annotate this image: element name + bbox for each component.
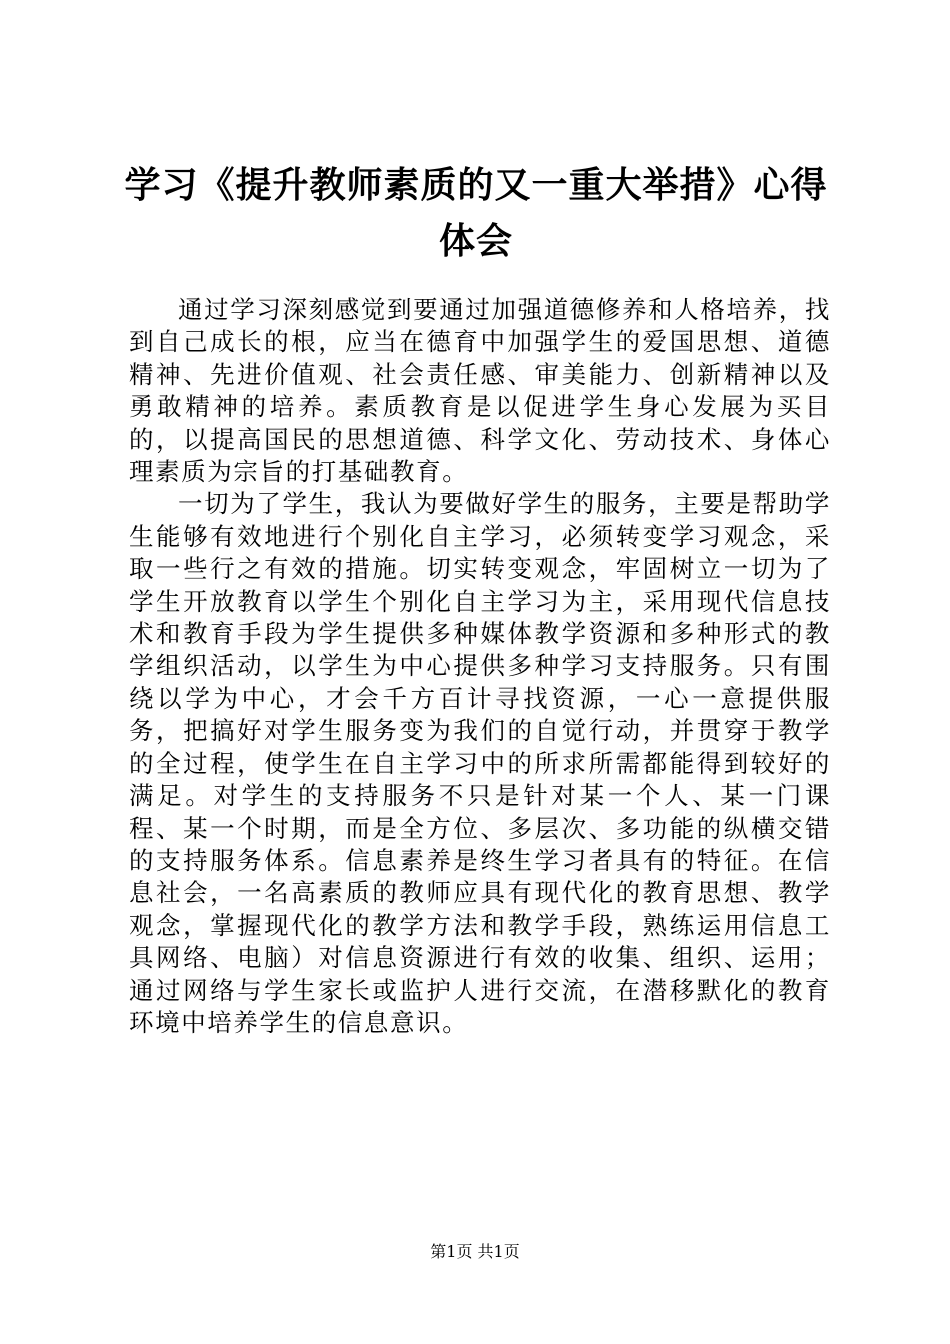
document-body xyxy=(129,294,831,1039)
paragraph: 通过学习深刻感觉到要通过加强道德修养和人格培养，找到自己成长的根，应当在德育中加强学生的爱国思想、道德精神、先进价值观、社会责任感、审美能力、创新精神以及勇敢精神的培养。素质教育是以促进学生身心发展为买目的，以提高国民的思想道德、科学文化、劳动技术、身体心理素质为宗旨的打基础教育。 xyxy=(129,295,831,487)
page-footer xyxy=(0,1242,950,1262)
page-number: 第1页 xyxy=(430,1242,473,1261)
paragraph: 一切为了学生，我认为要做好学生的服务，主要是帮助学生能够有效地进行个别化自主学习，必须转变学习观念，采取一些行之有效的措施。切实转变观念，牢固树立一切为了学生开放教育以学生个别化自主学习为主，采用现代信息技术和教育手段为学生提供多种媒体教学资源和多种形式的教学组织活动，以学生为中心提供多种学习支持服务。只有围绕以学为中心，才会千方百计寻找资源，一心一意提供服务，把搞好对学生服务变为我们的自觉行动，并贯穿于教学的全过程，使学生在自主学习中的所求所需都能得到较好的满足。对学生的支持服务不只是针对某一个人、某一门课程、某一个时期，而是全方位、多层次、多功能的纵横交错的支持服务体系。信息素养是终生学习者具有的特征。在信息社会，一名高素质的教师应具有现代化的教育思想、教学观念，掌握现代化的教学方法和教学手段，熟练运用信息工具网络、电脑）对信息资源进行有效的收集、组织、运用；通过网络与学生家长或监护人进行交流，在潜移默化的教育环境中培养学生的信息意识。 xyxy=(129,489,831,1037)
page-total: 共1页 xyxy=(477,1242,520,1261)
document-title: 学习《提升教师素质的又一重大举措》心得体会 xyxy=(124,165,828,262)
